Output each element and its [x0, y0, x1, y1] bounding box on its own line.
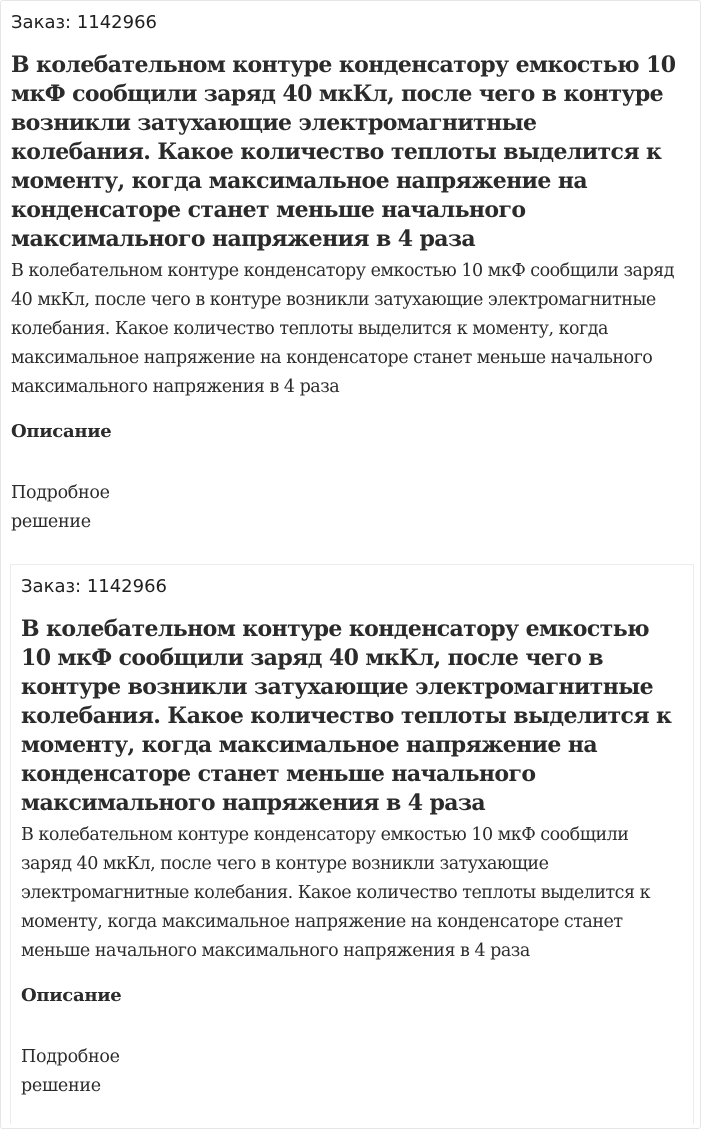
question-title: В колебательном контуре конденсатору емкостью 10 мкФ сообщили заряд 40 мкКл, после чего в контуре возникли затухающие электромагнитные колебания. Какое количество теплоты выделится к моменту, когда максимальное напряжение на конденсаторе станет меньше начального максимального напряжения в 4 раза — [11, 52, 676, 252]
description-value: Подробное решение — [11, 483, 110, 532]
question-text: В колебательном контуре конденсатору емкостью 10 мкФ сообщили заряд 40 мкКл, после чего в контуре возникли затухающие электромагнитные колебания. Какое количество теплоты выделится к моменту, когда максимальное напряжение на конденсаторе станет меньше начального максимального напряжения в 4 раза — [11, 261, 674, 397]
description-heading: Описание — [11, 421, 112, 442]
order-card-embedded — [10, 564, 694, 1124]
question-title: В колебательном контуре конденсатору емкостью 10 мкФ сообщили заряд 40 мкКл, после чего в контуре возникли затухающие электромагнитные колебания. Какое количество теплоты выделится к моменту, когда максимальное напряжение на конденсаторе станет меньше начального максимального напряжения в 4 раза — [21, 616, 672, 816]
question-text: В колебательном контуре конденсатору емкостью 10 мкФ сообщили заряд 40 мкКл, после чего в контуре возникли затухающие электромагнитные колебания. Какое количество теплоты выделится к моменту, когда максимальное напряжение на конденсаторе станет меньше начального максимального напряжения в 4 раза — [21, 825, 651, 961]
order-number: Заказ: 1142966 — [11, 12, 157, 33]
order-card — [1, 1, 700, 537]
description-heading: Описание — [21, 985, 122, 1006]
description-value: Подробное решение — [21, 1047, 120, 1096]
order-number: Заказ: 1142966 — [21, 576, 167, 597]
